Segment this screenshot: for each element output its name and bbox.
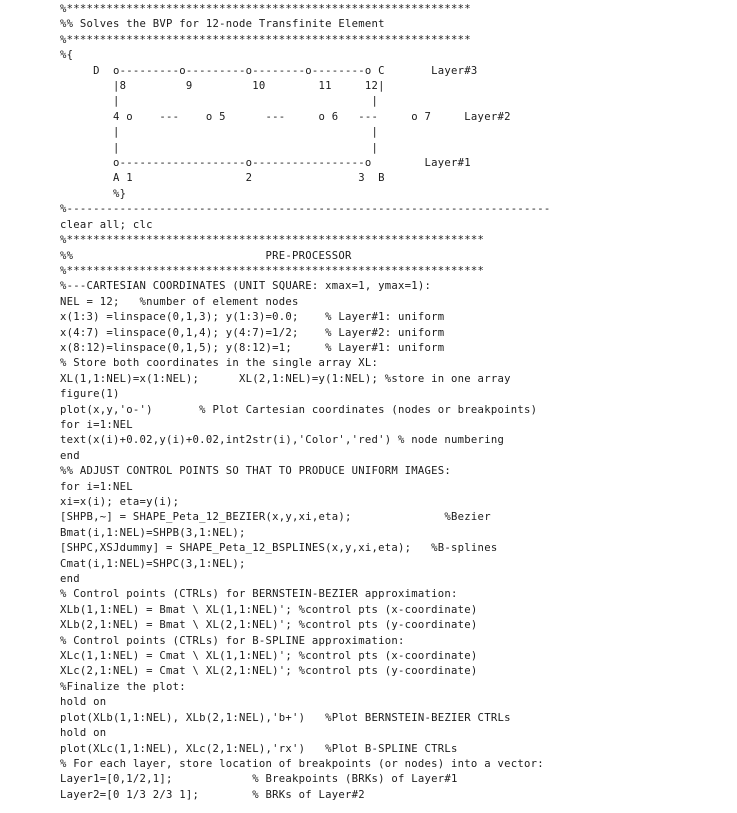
code-line: | | [60,126,379,139]
code-line: |8 9 10 11 12| [60,80,385,93]
matlab-code-listing [60,2,550,803]
code-line: %---CARTESIAN COORDINATES (UNIT SQUARE: xmax=1, ymax=1): [60,280,432,293]
code-line: % Control points (CTRLs) for B-SPLINE approximation: [60,634,405,647]
code-line: end [60,573,80,586]
code-line: | | [60,141,379,154]
code-line: %} [60,187,127,200]
code-line: plot(x,y,'o-') % Plot Cartesian coordinates (nodes or breakpoints) [60,403,538,416]
code-line: for i=1:NEL [60,418,133,431]
code-line: hold on [60,696,107,709]
code-line: Layer1=[0,1/2,1]; % Breakpoints (BRKs) of Layer#1 [60,773,458,786]
code-line: [SHPB,~] = SHAPE_Peta_12_BEZIER(x,y,xi,eta); %Bezier [60,511,491,524]
code-line: plot(XLb(1,1:NEL), XLb(2,1:NEL),'b+') %Plot BERNSTEIN-BEZIER CTRLs [60,711,511,724]
code-line: text(x(i)+0.02,y(i)+0.02,int2str(i),'Color','red') % node numbering [60,434,505,447]
code-line: [SHPC,XSJdummy] = SHAPE_Peta_12_BSPLINES(x,y,xi,eta); %B-splines [60,542,498,555]
code-line: XLb(2,1:NEL) = Bmat \ XL(2,1:NEL)'; %control pts (y-coordinate) [60,619,478,632]
code-line: x(4:7) =linspace(0,1,4); y(4:7)=1/2; % Layer#2: uniform [60,326,445,339]
code-line: % Control points (CTRLs) for BERNSTEIN-BEZIER approximation: [60,588,458,601]
code-line: %% PRE-PROCESSOR [60,249,352,262]
code-line: Cmat(i,1:NEL)=SHPC(3,1:NEL); [60,557,246,570]
code-line: XLc(2,1:NEL) = Cmat \ XL(2,1:NEL)'; %control pts (y-coordinate) [60,665,478,678]
code-line: NEL = 12; %number of element nodes [60,295,299,308]
code-line: %*************************************************************** [60,234,485,247]
code-line: XLb(1,1:NEL) = Bmat \ XL(1,1:NEL)'; %control pts (x-coordinate) [60,603,478,616]
code-line: %{ [60,49,74,62]
code-line: | | [60,95,379,108]
code-line: %% Solves the BVP for 12-node Transfinite Element [60,18,385,31]
code-line: %************************************************************* [60,3,471,15]
code-line: x(8:12)=linspace(0,1,5); y(8:12)=1; % Layer#1: uniform [60,341,445,354]
code-line: xi=x(i); eta=y(i); [60,496,180,508]
code-line: %************************************************************* [60,33,471,46]
code-line: % Store both coordinates in the single array XL: [60,357,379,370]
code-line: 4 o --- o 5 --- o 6 --- o 7 Layer#2 [60,110,511,123]
code-line: for i=1:NEL [60,480,133,493]
code-line: plot(XLc(1,1:NEL), XLc(2,1:NEL),'rx') %Plot B-SPLINE CTRLs [60,742,458,755]
code-line: D o---------o---------o--------o--------o C Layer#3 [60,64,478,77]
code-line: %% ADJUST CONTROL POINTS SO THAT TO PRODUCE UNIFORM IMAGES: [60,465,452,478]
code-line: XLc(1,1:NEL) = Cmat \ XL(1,1:NEL)'; %control pts (x-coordinate) [60,650,478,663]
code-line: % For each layer, store location of breakpoints (or nodes) into a vector: [60,757,544,770]
code-line: clear all; clc [60,218,153,231]
code-line: end [60,449,80,462]
code-line: Layer2=[0 1/3 2/3 1]; % BRKs of Layer#2 [60,788,365,801]
code-line: o-------------------o-----------------o Layer#1 [60,157,471,170]
code-line: %------------------------------------------------------------------------- [60,203,551,216]
code-line: Bmat(i,1:NEL)=SHPB(3,1:NEL); [60,526,246,539]
code-line: XL(1,1:NEL)=x(1:NEL); XL(2,1:NEL)=y(1:NEL); %store in one array [60,372,511,385]
code-line: hold on [60,727,107,740]
code-line: %Finalize the plot: [60,680,186,693]
code-line: x(1:3) =linspace(0,1,3); y(1:3)=0.0; % Layer#1: uniform [60,311,445,324]
code-line: %*************************************************************** [60,264,485,277]
code-line: figure(1) [60,388,120,401]
code-line: A 1 2 3 B [60,172,385,185]
